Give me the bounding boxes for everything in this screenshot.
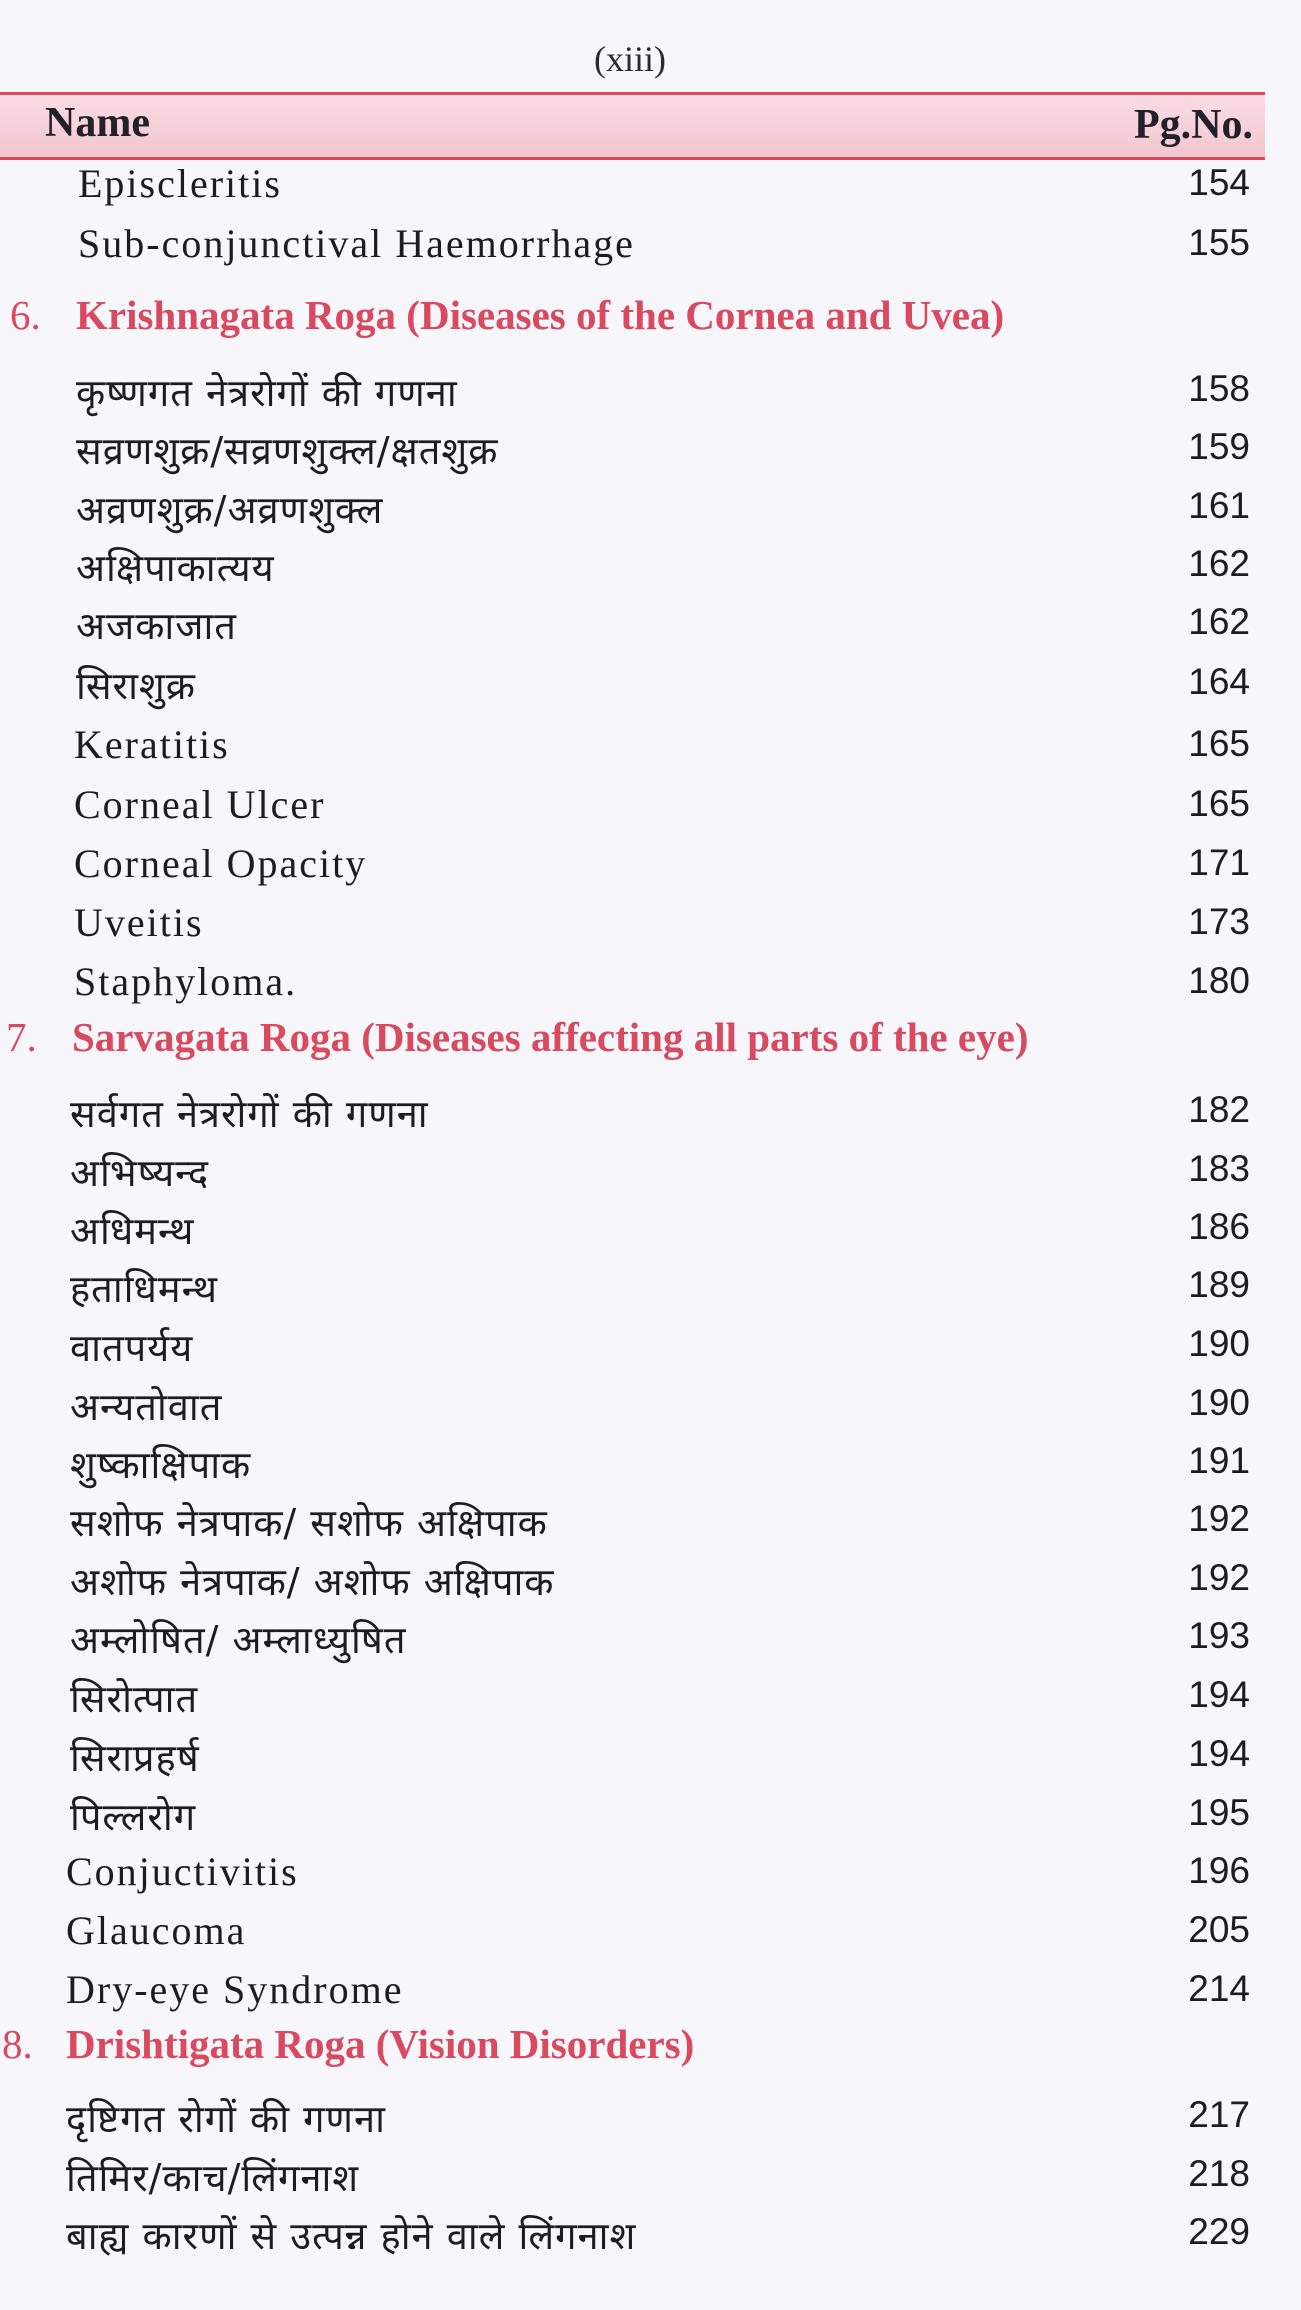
entry-page: 161 — [1188, 485, 1250, 526]
entry-page: 164 — [1188, 661, 1250, 702]
list-item — [0, 781, 1250, 839]
entry-page: 194 — [1188, 1733, 1250, 1774]
list-item — [0, 599, 1250, 657]
entry-name: बाह्य कारणों से उत्पन्न होने वाले लिंगनाश — [66, 2214, 637, 2258]
entry-name: अन्यतोवात — [70, 1385, 223, 1429]
entry-page: 196 — [1188, 1850, 1250, 1891]
list-item — [0, 840, 1250, 898]
list-item — [0, 1555, 1250, 1613]
entry-page: 173 — [1188, 901, 1250, 942]
entry-name: Conjuctivitis — [66, 1849, 299, 1894]
entry-page: 193 — [1188, 1615, 1250, 1656]
list-item — [0, 541, 1250, 599]
entry-page: 195 — [1188, 1792, 1250, 1833]
entry-name: सर्वगत नेत्ररोगों की गणना — [70, 1092, 429, 1136]
name-column-header: Name — [45, 100, 150, 146]
entry-page: 205 — [1188, 1909, 1250, 1950]
entry-name: Dry-eye Syndrome — [66, 1967, 404, 2012]
list-item — [0, 2209, 1250, 2267]
entry-page: 190 — [1188, 1382, 1250, 1423]
list-item — [0, 220, 1250, 278]
entry-page: 192 — [1188, 1498, 1250, 1539]
entry-name: Corneal Opacity — [74, 841, 368, 886]
entry-name: दृष्टिगत रोगों की गणना — [66, 2097, 386, 2141]
entry-name: शुष्काक्षिपाक — [70, 1443, 252, 1487]
entry-name: सिराप्रहर्ष — [70, 1736, 200, 1780]
section-title: Sarvagata Roga (Diseases affecting all parts of the eye) — [72, 1014, 1029, 1060]
section-heading-8 — [0, 2020, 1280, 2082]
list-item — [0, 1496, 1250, 1554]
list-item — [0, 1204, 1250, 1262]
entry-name: अव्रणशुक्र/अव्रणशुक्ल — [76, 488, 384, 532]
entry-page: 165 — [1188, 723, 1250, 764]
entry-page: 171 — [1188, 842, 1250, 883]
section-number: 6. — [10, 292, 41, 338]
entry-name: Sub-conjunctival Haemorrhage — [78, 221, 635, 266]
list-item — [0, 1731, 1250, 1789]
list-item — [0, 1146, 1250, 1204]
list-item — [0, 721, 1250, 779]
entry-page: 190 — [1188, 1323, 1250, 1364]
section-heading-6 — [0, 291, 1280, 353]
entry-name: अम्लोषित/ अम्लाध्युषित — [70, 1618, 407, 1662]
entry-name: कृष्णगत नेत्ररोगों की गणना — [76, 371, 458, 415]
entry-name: सिरोत्पात — [70, 1677, 199, 1721]
list-item — [0, 1438, 1250, 1496]
entry-name: Corneal Ulcer — [74, 782, 326, 827]
entry-name: अजकाजात — [76, 604, 237, 648]
entry-name: Uveitis — [74, 900, 204, 945]
entry-page: 229 — [1188, 2211, 1250, 2252]
entry-name: तिमिर/काच/लिंगनाश — [66, 2156, 360, 2200]
entry-name: Episcleritis — [78, 161, 282, 206]
entry-page: 165 — [1188, 783, 1250, 824]
list-item — [0, 1321, 1250, 1379]
entry-page: 191 — [1188, 1440, 1250, 1481]
entry-name: अशोफ नेत्रपाक/ अशोफ अक्षिपाक — [70, 1560, 555, 1604]
list-item — [0, 366, 1250, 424]
entry-name: अधिमन्थ — [70, 1209, 195, 1253]
list-item — [0, 1907, 1250, 1965]
entry-name: अक्षिपाकात्यय — [76, 546, 275, 590]
entry-name: सव्रणशुक्र/सव्रणशुक्ल/क्षतशुक्र — [76, 429, 499, 473]
list-item — [0, 958, 1250, 1016]
entry-name: सशोफ नेत्रपाक/ सशोफ अक्षिपाक — [70, 1501, 548, 1545]
entry-page: 158 — [1188, 368, 1250, 409]
entry-page: 155 — [1188, 222, 1250, 263]
section-heading-7 — [0, 1013, 1280, 1075]
list-item — [0, 1672, 1250, 1730]
list-item — [0, 659, 1250, 717]
entry-name: पिल्लरोग — [70, 1795, 197, 1839]
entry-page: 180 — [1188, 960, 1250, 1001]
entry-name: Staphyloma. — [74, 959, 298, 1004]
section-number: 7. — [6, 1014, 37, 1060]
list-item — [0, 1613, 1250, 1671]
entry-name: अभिष्यन्द — [70, 1151, 210, 1195]
list-item — [0, 2092, 1250, 2150]
entry-page: 192 — [1188, 1557, 1250, 1598]
entry-page: 194 — [1188, 1674, 1250, 1715]
table-header — [0, 92, 1265, 160]
list-item — [0, 1966, 1250, 2024]
entry-name: Keratitis — [74, 722, 230, 767]
list-item — [0, 1848, 1250, 1906]
list-item — [0, 2151, 1250, 2209]
list-item — [0, 1087, 1250, 1145]
section-number: 8. — [2, 2021, 33, 2067]
list-item — [0, 1380, 1250, 1438]
entry-name: वातपर्यय — [70, 1326, 194, 1370]
entry-page: 183 — [1188, 1148, 1250, 1189]
entry-name: Glaucoma — [66, 1908, 247, 1953]
section-title: Krishnagata Roga (Diseases of the Cornea and Uvea) — [76, 292, 1005, 338]
entry-page: 182 — [1188, 1089, 1250, 1130]
page-number: (xiii) — [594, 39, 666, 79]
list-item — [0, 160, 1250, 218]
entry-page: 159 — [1188, 426, 1250, 467]
entry-page: 154 — [1188, 162, 1250, 203]
entry-page: 186 — [1188, 1206, 1250, 1247]
entry-page: 162 — [1188, 543, 1250, 584]
entry-page: 217 — [1188, 2094, 1250, 2135]
list-item — [0, 1262, 1250, 1320]
entry-page: 218 — [1188, 2153, 1250, 2194]
list-item — [0, 899, 1250, 957]
list-item — [0, 1790, 1250, 1848]
entry-page: 214 — [1188, 1968, 1250, 2009]
entry-page: 189 — [1188, 1264, 1250, 1305]
list-item — [0, 483, 1250, 541]
entry-name: सिराशुक्र — [76, 664, 196, 708]
entry-page: 162 — [1188, 601, 1250, 642]
list-item — [0, 424, 1250, 482]
page-column-header: Pg.No. — [1134, 102, 1253, 148]
section-title: Drishtigata Roga (Vision Disorders) — [66, 2021, 695, 2067]
entry-name: हताधिमन्थ — [70, 1267, 219, 1311]
